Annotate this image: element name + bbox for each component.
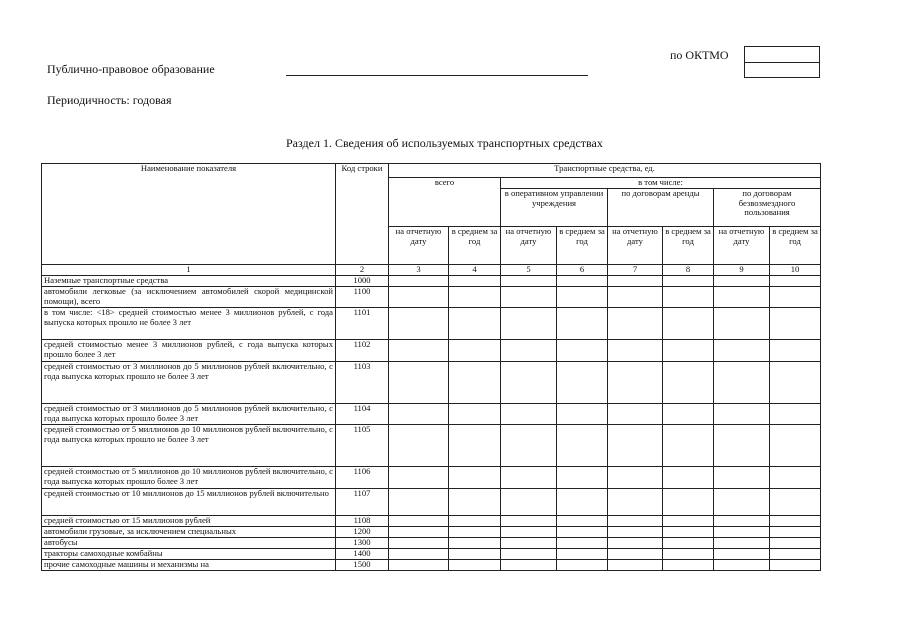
data-cell[interactable] — [608, 425, 663, 467]
data-cell[interactable] — [557, 549, 608, 560]
oktmo-field[interactable] — [744, 46, 820, 78]
row-code: 1500 — [336, 560, 389, 571]
data-cell[interactable] — [663, 489, 714, 516]
data-cell[interactable] — [501, 425, 557, 467]
data-cell[interactable] — [714, 276, 770, 287]
row-name: средней стоимостью от 3 миллионов до 5 миллионов рублей включительно, с года выпуска которых прошло не более 3 лет — [42, 362, 336, 404]
row-code: 1105 — [336, 425, 389, 467]
table-row — [42, 340, 821, 362]
data-cell[interactable] — [663, 516, 714, 527]
data-cell[interactable] — [389, 538, 449, 549]
column-number: 10 — [770, 265, 821, 276]
data-cell[interactable] — [770, 308, 821, 340]
sub-at-date: на отчетную дату — [608, 227, 663, 265]
sub-avg-year: в среднем за год — [449, 227, 501, 265]
column-number: 5 — [501, 265, 557, 276]
data-cell[interactable] — [501, 489, 557, 516]
data-cell[interactable] — [714, 425, 770, 467]
table-row — [42, 425, 821, 467]
data-cell[interactable] — [557, 287, 608, 308]
sub-at-date: на отчетную дату — [714, 227, 770, 265]
data-cell[interactable] — [608, 340, 663, 362]
data-cell[interactable] — [663, 527, 714, 538]
column-number: 4 — [449, 265, 501, 276]
header-vehicles: Транспортные средства, ед. — [389, 164, 821, 178]
header-operational: в оперативном управлении учреждения — [501, 189, 608, 227]
data-cell[interactable] — [557, 308, 608, 340]
data-cell[interactable] — [389, 308, 449, 340]
data-cell[interactable] — [663, 467, 714, 489]
data-cell[interactable] — [449, 340, 501, 362]
column-number: 3 — [389, 265, 449, 276]
table-row — [42, 308, 821, 340]
data-cell[interactable] — [557, 404, 608, 425]
data-cell[interactable] — [663, 425, 714, 467]
header-free-use: по договорам безвозмездного пользования — [714, 189, 821, 227]
row-name: автомобили грузовые, за исключением специальных — [42, 527, 336, 538]
sub-avg-year: в среднем за год — [770, 227, 821, 265]
data-cell[interactable] — [714, 527, 770, 538]
data-cell[interactable] — [501, 467, 557, 489]
table-row — [42, 467, 821, 489]
data-cell[interactable] — [608, 362, 663, 404]
data-cell[interactable] — [389, 276, 449, 287]
column-number: 1 — [42, 265, 336, 276]
row-code: 1108 — [336, 516, 389, 527]
data-cell[interactable] — [608, 549, 663, 560]
public-entity-label: Публично-правовое образование — [47, 62, 215, 76]
data-cell[interactable] — [663, 560, 714, 571]
data-cell[interactable] — [663, 287, 714, 308]
data-cell[interactable] — [770, 527, 821, 538]
data-cell[interactable] — [557, 527, 608, 538]
row-code: 1000 — [336, 276, 389, 287]
data-cell[interactable] — [770, 560, 821, 571]
data-cell[interactable] — [663, 340, 714, 362]
data-cell[interactable] — [770, 516, 821, 527]
data-cell[interactable] — [557, 467, 608, 489]
data-cell[interactable] — [557, 340, 608, 362]
header-code: Код строки — [336, 164, 389, 265]
table-row — [42, 549, 821, 560]
data-cell[interactable] — [501, 287, 557, 308]
data-cell[interactable] — [663, 362, 714, 404]
data-cell[interactable] — [608, 527, 663, 538]
data-cell[interactable] — [389, 425, 449, 467]
data-cell[interactable] — [608, 560, 663, 571]
header-total: всего — [389, 178, 501, 227]
data-cell[interactable] — [714, 404, 770, 425]
data-cell[interactable] — [714, 538, 770, 549]
data-cell[interactable] — [770, 362, 821, 404]
row-name: средней стоимостью от 15 миллионов рублей — [42, 516, 336, 527]
column-number: 6 — [557, 265, 608, 276]
data-cell[interactable] — [770, 425, 821, 467]
data-cell[interactable] — [501, 362, 557, 404]
data-cell[interactable] — [608, 308, 663, 340]
header-lease: по договорам аренды — [608, 189, 714, 227]
data-cell[interactable] — [449, 516, 501, 527]
data-cell[interactable] — [770, 276, 821, 287]
table-row — [42, 527, 821, 538]
data-cell[interactable] — [557, 560, 608, 571]
row-code: 1103 — [336, 362, 389, 404]
table-row — [42, 404, 821, 425]
row-name: автомобили легковые (за исключением автомобилей скорой медицинской помощи), всего — [42, 287, 336, 308]
data-cell[interactable] — [608, 489, 663, 516]
data-cell[interactable] — [389, 404, 449, 425]
data-cell[interactable] — [501, 516, 557, 527]
data-cell[interactable] — [608, 467, 663, 489]
data-cell[interactable] — [663, 276, 714, 287]
data-cell[interactable] — [449, 362, 501, 404]
data-cell[interactable] — [714, 467, 770, 489]
data-cell[interactable] — [449, 276, 501, 287]
data-cell[interactable] — [449, 549, 501, 560]
row-code: 1101 — [336, 308, 389, 340]
row-name: прочие самоходные машины и механизмы на — [42, 560, 336, 571]
data-cell[interactable] — [663, 538, 714, 549]
data-cell[interactable] — [449, 425, 501, 467]
row-code: 1102 — [336, 340, 389, 362]
table-row — [42, 276, 821, 287]
row-name: Наземные транспортные средства — [42, 276, 336, 287]
row-name: средней стоимостью от 5 миллионов до 10 миллионов рублей включительно, с года выпуска которых прошло более 3 лет — [42, 467, 336, 489]
data-cell[interactable] — [770, 467, 821, 489]
table-row — [42, 560, 821, 571]
sub-at-date: на отчетную дату — [389, 227, 449, 265]
data-cell[interactable] — [449, 308, 501, 340]
column-number: 9 — [714, 265, 770, 276]
data-cell[interactable] — [501, 560, 557, 571]
data-cell[interactable] — [714, 362, 770, 404]
data-cell[interactable] — [608, 404, 663, 425]
data-cell[interactable] — [557, 276, 608, 287]
sub-avg-year: в среднем за год — [557, 227, 608, 265]
data-cell[interactable] — [557, 425, 608, 467]
public-entity-underline — [286, 75, 588, 76]
data-cell[interactable] — [608, 538, 663, 549]
row-code: 1200 — [336, 527, 389, 538]
row-name: средней стоимостью от 5 миллионов до 10 миллионов рублей включительно, с года выпуска которых прошло не более 3 лет — [42, 425, 336, 467]
data-cell[interactable] — [449, 560, 501, 571]
data-cell[interactable] — [663, 308, 714, 340]
data-cell[interactable] — [501, 276, 557, 287]
data-cell[interactable] — [449, 527, 501, 538]
data-cell[interactable] — [501, 404, 557, 425]
sub-avg-year: в среднем за год — [663, 227, 714, 265]
data-cell[interactable] — [449, 287, 501, 308]
data-cell[interactable] — [770, 287, 821, 308]
data-cell[interactable] — [501, 549, 557, 560]
table-row — [42, 489, 821, 516]
data-cell[interactable] — [608, 516, 663, 527]
periodicity-label: Периодичность: годовая — [47, 93, 172, 107]
table-row — [42, 362, 821, 404]
sub-at-date: на отчетную дату — [501, 227, 557, 265]
data-cell[interactable] — [389, 489, 449, 516]
row-code: 1100 — [336, 287, 389, 308]
data-cell[interactable] — [608, 287, 663, 308]
row-code: 1107 — [336, 489, 389, 516]
data-cell[interactable] — [714, 516, 770, 527]
data-cell[interactable] — [501, 527, 557, 538]
data-cell[interactable] — [389, 516, 449, 527]
data-cell[interactable] — [389, 549, 449, 560]
data-cell[interactable] — [449, 489, 501, 516]
column-number: 8 — [663, 265, 714, 276]
data-cell[interactable] — [557, 489, 608, 516]
data-cell[interactable] — [770, 404, 821, 425]
column-number: 2 — [336, 265, 389, 276]
row-name: средней стоимостью менее 3 миллионов рублей, с года выпуска которых прошло более 3 лет — [42, 340, 336, 362]
data-cell[interactable] — [663, 404, 714, 425]
row-code: 1106 — [336, 467, 389, 489]
data-cell[interactable] — [449, 404, 501, 425]
row-name: автобусы — [42, 538, 336, 549]
row-code: 1104 — [336, 404, 389, 425]
row-name: в том числе: <18> средней стоимостью менее 3 миллионов рублей, с года выпуска которых прошло не более 3 лет — [42, 308, 336, 340]
data-cell[interactable] — [557, 538, 608, 549]
data-cell[interactable] — [389, 340, 449, 362]
header-name: Наименование показателя — [42, 164, 336, 265]
data-cell[interactable] — [501, 538, 557, 549]
table-row — [42, 516, 821, 527]
data-cell[interactable] — [714, 560, 770, 571]
data-cell[interactable] — [501, 340, 557, 362]
vehicles-table — [41, 163, 821, 571]
row-name: средней стоимостью от 10 миллионов до 15 миллионов рублей включительно — [42, 489, 336, 516]
data-cell[interactable] — [770, 549, 821, 560]
column-number: 7 — [608, 265, 663, 276]
row-code: 1300 — [336, 538, 389, 549]
row-name: тракторы самоходные комбайны — [42, 549, 336, 560]
table-row — [42, 287, 821, 308]
data-cell[interactable] — [449, 538, 501, 549]
section-title: Раздел 1. Сведения об используемых транспортных средствах — [286, 136, 603, 150]
data-cell[interactable] — [770, 340, 821, 362]
header-including: в том числе: — [501, 178, 821, 189]
data-cell[interactable] — [389, 560, 449, 571]
row-code: 1400 — [336, 549, 389, 560]
data-cell[interactable] — [389, 527, 449, 538]
data-cell[interactable] — [389, 467, 449, 489]
data-cell[interactable] — [714, 340, 770, 362]
data-cell[interactable] — [714, 489, 770, 516]
data-cell[interactable] — [770, 489, 821, 516]
data-cell[interactable] — [714, 287, 770, 308]
table-row — [42, 538, 821, 549]
data-cell[interactable] — [714, 549, 770, 560]
row-name: средней стоимостью от 3 миллионов до 5 миллионов рублей включительно, с года выпуска которых прошло более 3 лет — [42, 404, 336, 425]
data-cell[interactable] — [557, 516, 608, 527]
data-cell[interactable] — [663, 549, 714, 560]
data-cell[interactable] — [770, 538, 821, 549]
data-cell[interactable] — [389, 362, 449, 404]
data-cell[interactable] — [449, 467, 501, 489]
data-cell[interactable] — [501, 308, 557, 340]
oktmo-label: по ОКТМО — [670, 48, 729, 62]
data-cell[interactable] — [389, 287, 449, 308]
data-cell[interactable] — [714, 308, 770, 340]
data-cell[interactable] — [608, 276, 663, 287]
data-cell[interactable] — [557, 362, 608, 404]
